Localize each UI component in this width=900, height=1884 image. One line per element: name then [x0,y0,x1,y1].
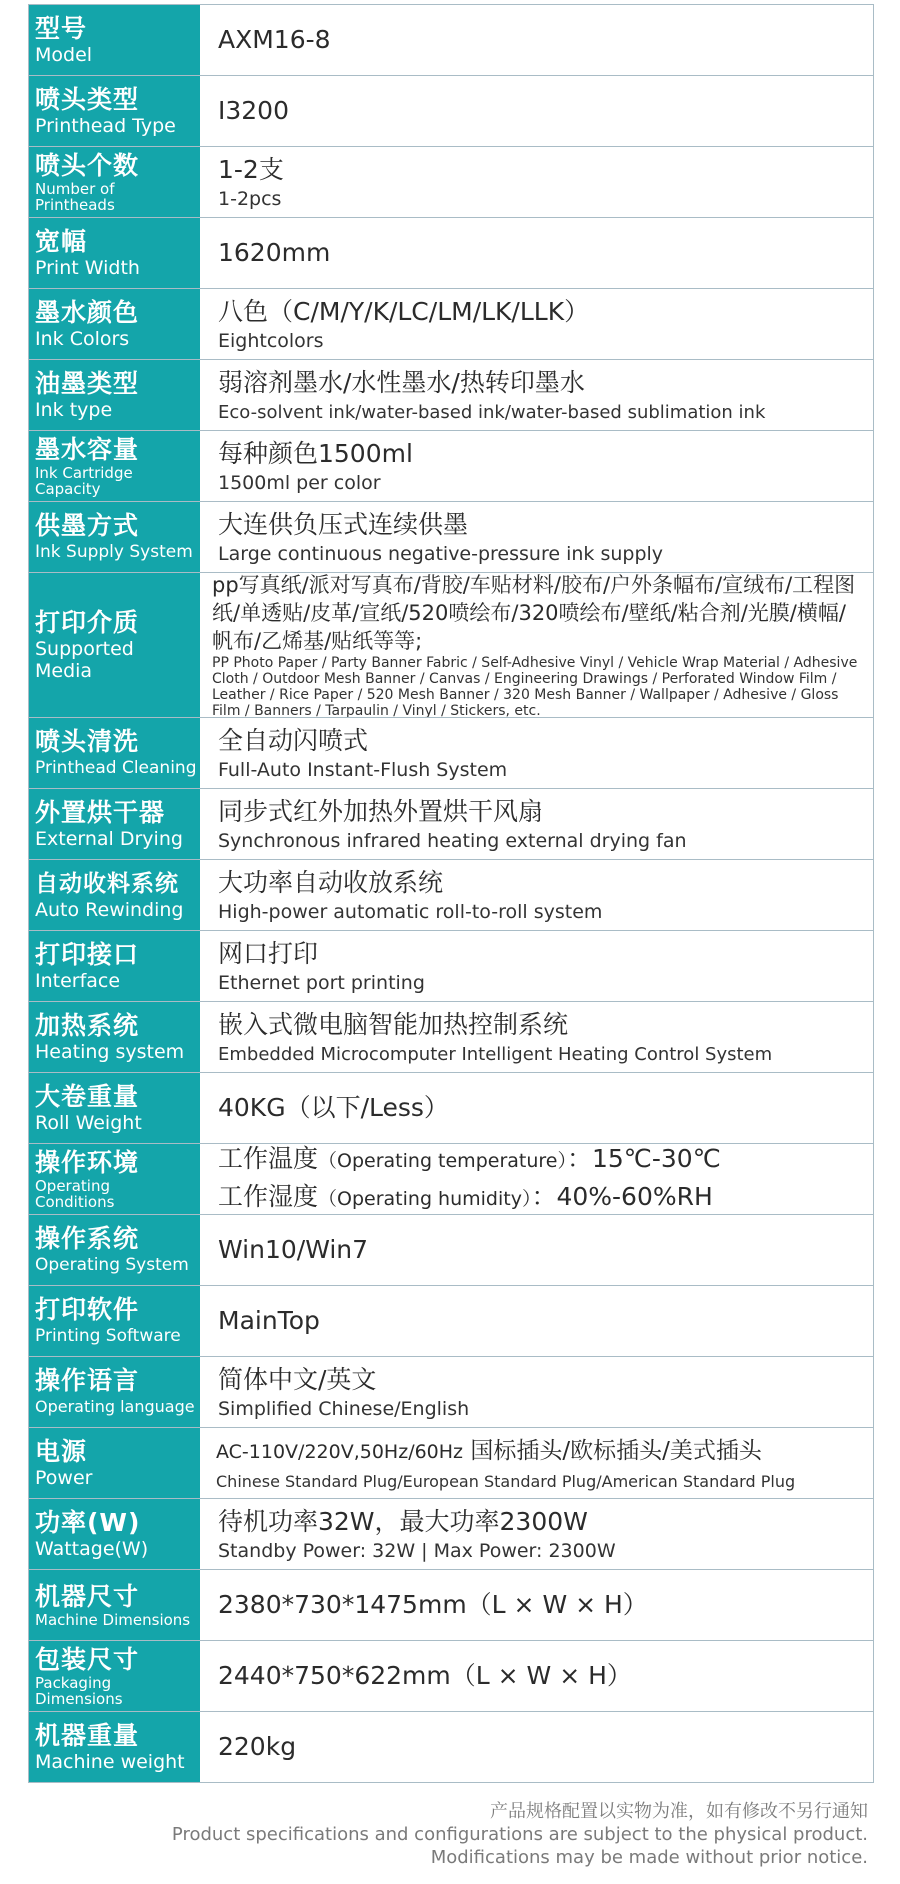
value-main: Win10/Win7 [218,1235,369,1264]
value-sub: PP Photo Paper / Party Banner Fabric / Self-Adhesive Vinyl / Vehicle Wrap Material / Adhesive Cloth / Outdoor Mesh Banner / Canvas / Engineering Drawings / Perforated Window Film / Leather / Rice Paper / 520 Mesh Banner / 320 Mesh Banner / Wallpaper / Adhesive / Gloss Film / Banners / Tarpaulin / Vinyl / Stickers, etc. [212,655,858,717]
spec-label [29,147,202,217]
spec-row-ink-capacity [29,430,873,501]
value-sub: Ethernet port printing [218,971,425,994]
spec-row-operating-language [29,1356,873,1427]
spec-row-machine-weight [29,1711,873,1782]
spec-label [29,431,202,501]
spec-row-power [29,1427,873,1498]
spec-value [202,1215,873,1285]
spec-label [29,502,202,572]
spec-label [29,718,202,788]
spec-value [202,860,873,930]
spec-value [202,931,873,1001]
spec-row-interface [29,930,873,1001]
temp-label: 工作温度 [218,1144,319,1173]
label-zh: 打印介质 [35,608,140,637]
label-zh: 机器重量 [35,1721,140,1750]
label-zh: 型号 [35,14,88,43]
spec-value [202,289,873,359]
spec-label [29,360,202,430]
spec-value [202,76,873,146]
label-en: Print Width [35,257,140,279]
spec-value [202,1499,873,1569]
label-zh: 加热系统 [35,1011,140,1040]
value-main: 同步式红外加热外置烘干风扇 [218,796,544,826]
spec-label [29,1712,202,1782]
spec-row-external-drying [29,788,873,859]
footer-en-line2: Modifications may be made without prior notice. [430,1847,868,1868]
spec-row-model [29,4,873,75]
label-en: Supported Media [35,638,134,682]
label-en: Operating language [35,1397,195,1416]
value-sub: 1500ml per color [218,471,381,494]
spec-label [29,1428,202,1498]
label-zh: 墨水颜色 [35,298,140,327]
value-main: 大连供负压式连续供墨 [218,509,469,539]
footer-en-line1: Product specifications and configurations are subject to the physical product. [171,1824,868,1845]
label-en: Ink type [35,399,113,421]
label-en: Printing Software [35,1326,181,1346]
spec-value [202,5,873,75]
spec-value [202,431,873,501]
spec-label [29,1073,202,1143]
spec-value [202,147,873,217]
label-en: Ink Cartridge Capacity [35,464,133,498]
label-zh: 电源 [35,1437,88,1466]
label-zh: 自动收料系统 [35,871,179,897]
label-en: Power [35,1467,93,1489]
label-zh: 供墨方式 [35,511,140,540]
hum-note: （Operating humidity） [318,1188,532,1210]
label-zh: 机器尺寸 [35,1582,140,1611]
label-en: Roll Weight [35,1112,142,1134]
value-main: 1620mm [218,238,331,267]
label-zh: 喷头类型 [35,85,140,114]
label-en: Ink Supply System [35,542,193,562]
value-sub: Full-Auto Instant-Flush System [218,758,508,781]
label-en: Operating System [35,1255,189,1275]
label-zh: 操作环境 [35,1148,140,1177]
value-sub: High-power automatic roll-to-roll system [218,900,603,923]
value-sub: Standby Power: 32W | Max Power: 2300W [218,1539,616,1562]
spec-row-machine-dimensions [29,1569,873,1640]
hum-label: 工作湿度 [218,1182,319,1211]
spec-label [29,218,202,288]
power-spec: AC-110V/220V,50Hz/60Hz [216,1440,464,1463]
spec-label [29,931,202,1001]
spec-row-ink-type [29,359,873,430]
value-sub: 1-2pcs [218,187,282,210]
label-en: Heating system [35,1041,185,1063]
spec-label [29,789,202,859]
spec-label [29,5,202,75]
label-zh: 包装尺寸 [35,1645,140,1674]
spec-value [202,573,873,717]
spec-row-ink-colors [29,288,873,359]
spec-row-printhead-cleaning [29,717,873,788]
spec-value [202,1428,873,1498]
label-zh: 喷头清洗 [35,727,140,756]
value-main: 嵌入式微电脑智能加热控制系统 [218,1009,569,1039]
value-main: 八色（C/M/Y/K/LC/LM/LK/LLK） [218,296,590,326]
label-en: Packaging Dimensions [35,1674,123,1708]
value-main: 每种颜色1500ml [218,438,413,468]
label-zh: 墨水容量 [35,435,140,464]
spec-row-heating-system [29,1001,873,1072]
footer-zh: 产品规格配置以实物为准，如有修改不另行通知 [490,1801,868,1822]
spec-value [202,1144,873,1214]
value-main: 全自动闪喷式 [218,725,369,755]
spec-row-wattage [29,1498,873,1569]
spec-row-packaging-dimensions [29,1640,873,1711]
plug-types: 国标插头/欧标插头/美式插头 [463,1437,762,1464]
spec-value [202,360,873,430]
value-main: 简体中文/英文 [218,1364,377,1394]
spec-table [28,4,874,1783]
spec-value [202,1641,873,1711]
value-main: 220kg [218,1732,297,1761]
label-en: Printhead Type [35,115,176,137]
operating-temperature [218,1144,863,1179]
label-en: Ink Colors [35,328,130,350]
spec-row-printing-software [29,1285,873,1356]
spec-label [29,1499,202,1569]
value-sub: Eightcolors [218,329,324,352]
spec-value [202,1712,873,1782]
label-zh: 打印软件 [35,1295,140,1324]
spec-value [202,718,873,788]
spec-value [202,1002,873,1072]
value-sub: Large continuous negative-pressure ink supply [218,542,664,565]
value-main: I3200 [218,96,289,125]
operating-humidity [218,1179,863,1214]
spec-row-printhead-count [29,146,873,217]
value-sub: Chinese Standard Plug/European Standard Plug/American Standard Plug [216,1471,796,1491]
spec-label [29,1002,202,1072]
label-zh: 外置烘干器 [35,798,166,827]
spec-label [29,1641,202,1711]
hum-value: ：40%-60%RH [531,1182,713,1211]
label-en: Number of Printheads [35,180,115,214]
spec-row-operating-system [29,1214,873,1285]
value-sub: Eco-solvent ink/water-based ink/water-based sublimation ink [218,401,766,423]
label-en: External Drying [35,828,183,850]
spec-value [202,789,873,859]
spec-value [202,1286,873,1356]
label-en: Auto Rewinding [35,899,184,921]
spec-value [202,1073,873,1143]
value-main: 大功率自动收放系统 [218,867,444,897]
temp-note: （Operating temperature） [318,1150,567,1172]
label-zh: 大卷重量 [35,1082,140,1111]
value-main: 40KG（以下/Less） [218,1093,449,1122]
label-zh: 操作系统 [35,1224,140,1253]
spec-value [202,1357,873,1427]
value-main: 2440*750*622mm（L × W × H） [218,1661,632,1690]
spec-label [29,76,202,146]
spec-row-printhead-type [29,75,873,146]
label-en: Model [35,44,93,66]
value-main: 网口打印 [218,938,319,968]
label-zh: 油墨类型 [35,369,140,398]
spec-label [29,1286,202,1356]
value-main [216,1433,863,1469]
label-en: Printhead Cleaning [35,758,197,778]
label-zh: 宽幅 [35,227,88,256]
value-sub: Simplified Chinese/English [218,1397,470,1420]
label-en: Operating Conditions [35,1177,115,1211]
spec-row-roll-weight [29,1072,873,1143]
spec-label [29,1570,202,1640]
spec-row-auto-rewinding [29,859,873,930]
label-zh: 操作语言 [35,1366,140,1395]
spec-value [202,218,873,288]
spec-label [29,289,202,359]
label-en: Machine weight [35,1751,185,1773]
value-main: pp写真纸/派对写真布/背胶/车贴材料/胶布/户外条幅布/宣绒布/工程图纸/单透贴/皮革/宣纸/520喷绘布/320喷绘布/壁纸/粘合剂/光膜/横幅/帆布/乙烯基/贴纸等等; [212,573,856,653]
label-zh: 喷头个数 [35,151,140,180]
value-main: 2380*730*1475mm（L × W × H） [218,1590,648,1619]
footer-disclaimer [172,1800,868,1869]
value-sub: Synchronous infrared heating external drying fan [218,829,687,852]
spec-row-operating-conditions [29,1143,873,1214]
value-main: AXM16-8 [218,25,331,54]
spec-row-supported-media [29,572,873,717]
spec-label [29,1215,202,1285]
spec-row-ink-supply [29,501,873,572]
value-main: 弱溶剂墨水/水性墨水/热转印墨水 [218,367,585,397]
spec-value [202,1570,873,1640]
label-en: Machine Dimensions [35,1611,191,1629]
value-main: 待机功率32W，最大功率2300W [218,1506,588,1536]
temp-value: ：15℃-30℃ [566,1144,721,1173]
spec-value [202,502,873,572]
spec-label [29,860,202,930]
label-zh: 功率(W) [35,1508,141,1537]
spec-label [29,573,202,717]
value-sub: Embedded Microcomputer Intelligent Heating Control System [218,1043,773,1065]
spec-label [29,1144,202,1214]
label-en: Interface [35,970,121,992]
value-main: 1-2支 [218,154,284,184]
label-zh: 打印接口 [35,940,140,969]
label-en: Wattage(W) [35,1538,149,1560]
value-main: MainTop [218,1306,320,1335]
spec-row-print-width [29,217,873,288]
spec-label [29,1357,202,1427]
